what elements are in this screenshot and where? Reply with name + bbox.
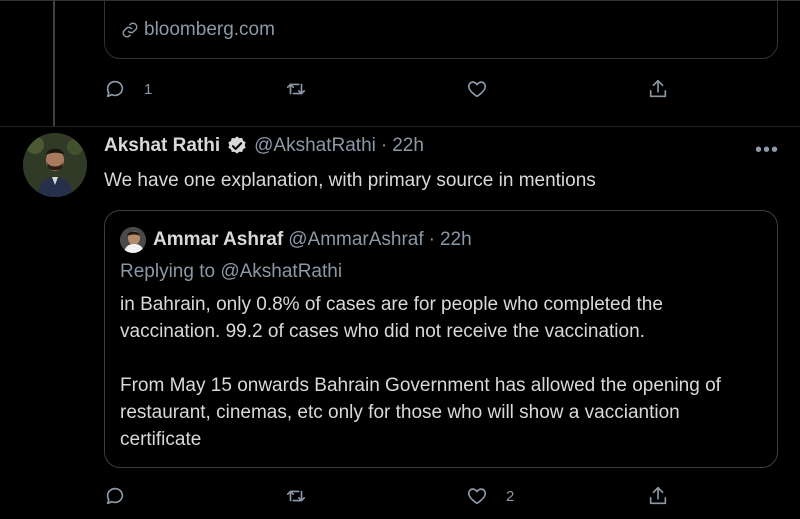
quoted-text-blank-line [120, 345, 760, 372]
tweet-divider [0, 126, 800, 127]
previous-tweet-action-bar [104, 78, 684, 102]
quoted-text-line: From May 15 onwards Bahrain Government has allowed the opening of [120, 375, 721, 396]
verified-badge-icon [226, 135, 248, 157]
heart-icon [466, 485, 488, 507]
quoted-meta-separator: · [428, 229, 435, 250]
quoted-text-line: restaurant, cinemas, etc only for those who will show a vacciantion [120, 402, 680, 423]
meta-separator: · [380, 135, 388, 156]
replying-to-label: Replying to @AkshatRathi [120, 261, 343, 282]
retweet-button[interactable] [285, 78, 307, 100]
quoted-tweet-time: 22h [439, 229, 472, 250]
reply-icon [104, 485, 126, 507]
reply-button[interactable] [104, 485, 144, 507]
like-button[interactable] [466, 78, 506, 100]
quoted-author-name: Ammar Ashraf [153, 229, 284, 250]
link-icon [121, 21, 139, 39]
link-domain-row[interactable] [121, 19, 275, 41]
share-button[interactable] [647, 485, 669, 507]
tweet-action-bar [104, 485, 684, 509]
heart-icon [466, 78, 488, 100]
share-button[interactable] [647, 78, 669, 100]
author-handle[interactable]: @AkshatRathi [254, 135, 376, 156]
quoted-tweet-text [120, 291, 760, 453]
avatar[interactable] [23, 133, 87, 197]
tweet-header [104, 135, 424, 157]
like-button[interactable] [466, 485, 514, 507]
quoted-author-handle: @AmmarAshraf [288, 229, 424, 250]
quoted-tweet-header [120, 227, 472, 253]
quoted-text-line: vaccination. 99.2 of cases who did not receive the vaccination. [120, 321, 645, 342]
more-options-icon[interactable]: ••• [755, 139, 780, 161]
thread-connector-line [53, 0, 55, 127]
share-icon [647, 485, 669, 507]
reply-count: 1 [144, 80, 153, 98]
reply-icon [104, 78, 126, 100]
retweet-icon [285, 78, 307, 100]
tweet-time[interactable]: 22h [392, 135, 424, 156]
quoted-text-line: certificate [120, 429, 202, 450]
quoted-text-line: in Bahrain, only 0.8% of cases are for people who completed the [120, 294, 663, 315]
retweet-button[interactable] [285, 485, 307, 507]
author-name[interactable]: Akshat Rathi [104, 135, 221, 156]
avatar-photo [23, 133, 87, 197]
reply-button[interactable] [104, 78, 152, 100]
share-icon [647, 78, 669, 100]
link-domain: bloomberg.com [144, 19, 275, 40]
like-count: 2 [506, 487, 515, 505]
quoted-avatar-photo [120, 227, 146, 253]
tweet-text: We have one explanation, with primary source in mentions [104, 170, 596, 191]
retweet-icon [285, 485, 307, 507]
quoted-avatar [120, 227, 146, 253]
